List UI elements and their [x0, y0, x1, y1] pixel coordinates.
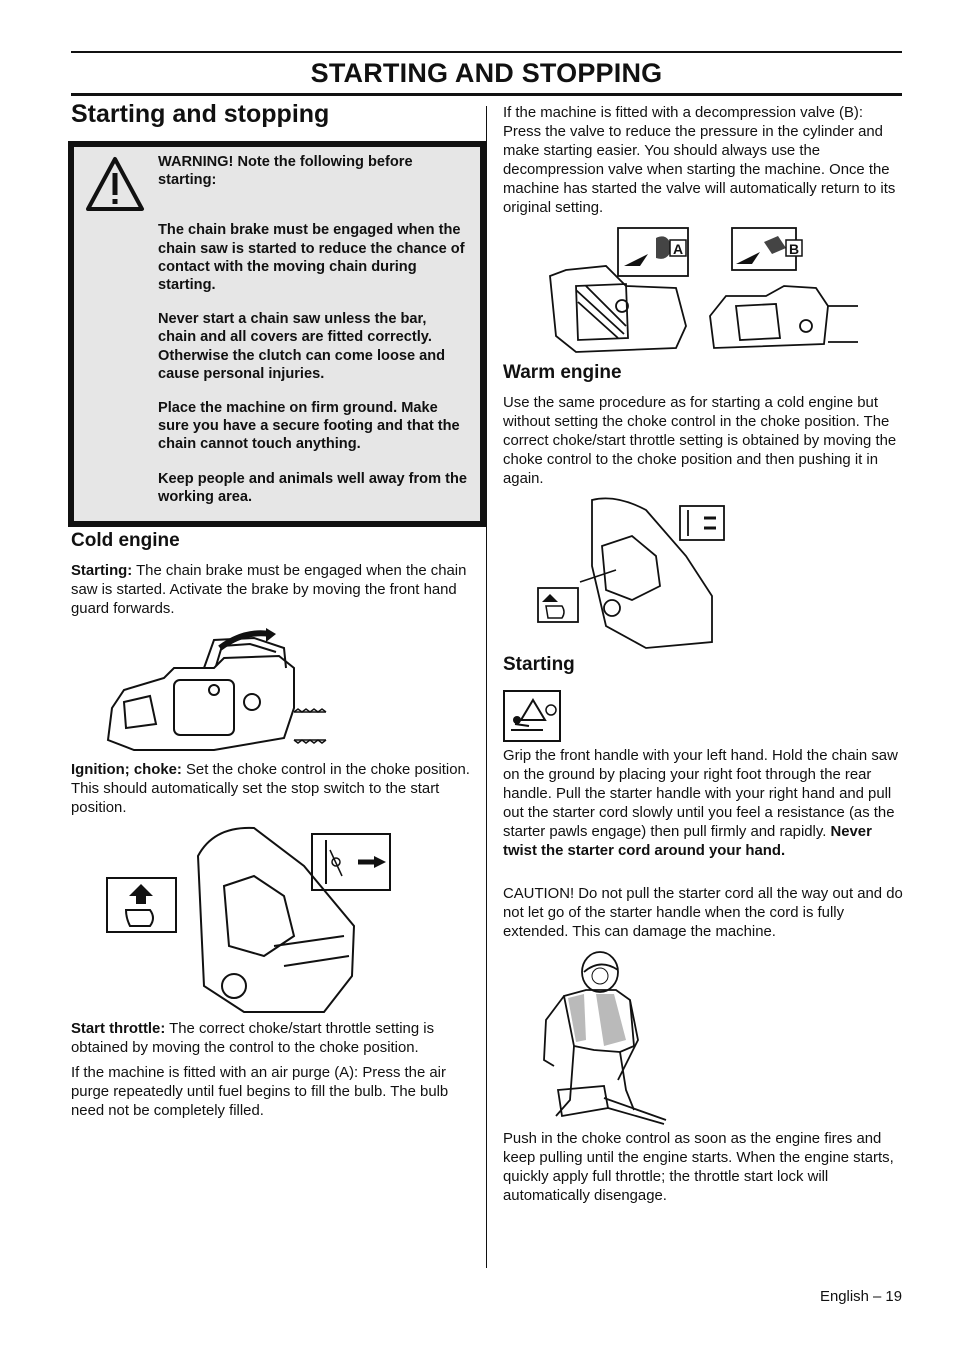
- top-rule: [71, 51, 902, 53]
- air-purge-paragraph: If the machine is fitted with an air purge (A): Press the air purge repeatedly until fuel begins to fill the bulb. The bulb need not be completely filled.: [71, 1065, 449, 1119]
- column-divider: [486, 106, 487, 1268]
- warm-engine-paragraph: Use the same procedure as for starting a cold engine but without setting the choke control in the choke position. The correct choke/start throttle setting is obtained by moving the choke control to the choke position and then pushing it in again.: [503, 395, 897, 487]
- chain-brake-illustration: [104, 628, 328, 756]
- page-title: STARTING AND STOPPING: [310, 58, 663, 88]
- warm-engine-choke-illustration: [536, 496, 732, 650]
- starting-warning-bold: Never twist the starter cord around your hand.: [503, 824, 872, 859]
- starting-text: The chain brake must be engaged when the chain saw is started. Activate the brake by moving the front hand guard forwards.: [71, 563, 467, 617]
- starting-label: Starting:: [71, 563, 133, 579]
- warning-triangle-icon: [84, 155, 146, 213]
- warm-engine-heading: Warm engine: [503, 362, 622, 383]
- page-footer: English – 19: [820, 1289, 902, 1305]
- caution-paragraph: CAUTION! Do not pull the starter cord all the way out and do not let go of the starter handle when the cord is fully extended. This can damage the machine.: [503, 886, 903, 940]
- warning-heading: WARNING! Note the following before starting:: [158, 154, 413, 189]
- starting-instructions: Grip the front handle with your left hand. Hold the chain saw on the ground by placing your right foot through the rear handle. Pull the starter handle with your right hand and pull out the starter cord slowly until you feel a resistance (as the starter pawls engage) then pull firmly and rapidly.: [503, 748, 898, 840]
- title-underline: [71, 93, 902, 96]
- starting-heading: Starting: [503, 654, 575, 675]
- warning-item: Never start a chain saw unless the bar, chain and all covers are fitted correctly. Otherwise the clutch can come loose and cause personal injuries.: [158, 311, 446, 382]
- warning-item: Keep people and animals well away from the working area.: [158, 470, 467, 505]
- start-throttle-paragraph: [71, 1020, 471, 1058]
- cold-starting-paragraph: [71, 562, 471, 619]
- choke-control-illustration: [104, 826, 394, 1016]
- air-purge-decompression-illustration: [536, 226, 860, 356]
- starting-paragraph: [503, 747, 903, 861]
- starting-pictogram-icon: [503, 690, 561, 742]
- cold-engine-heading: Cold engine: [71, 530, 180, 551]
- ignition-text: Set the choke control in the choke position. This should automatically set the stop switch to the start position.: [71, 762, 470, 816]
- final-paragraph: Push in the choke control as soon as the engine fires and keep pulling until the engine starts. When the engine starts, quickly apply full throttle; the throttle start lock will automatically disengage.: [503, 1131, 894, 1204]
- start-throttle-label: Start throttle:: [71, 1021, 166, 1037]
- decompression-paragraph: If the machine is fitted with a decompression valve (B): Press the valve to reduce the pressure in the cylinder and make starting easier. You should always use the decompression valve when starting the machine. Once the machine has started the valve will automatically return to its original setting.: [503, 105, 896, 216]
- figure-label-a: A: [673, 241, 684, 257]
- warning-item: The chain brake must be engaged when the chain saw is started to reduce the chance of contact with the moving chain during starting.: [158, 222, 465, 294]
- warning-item: Place the machine on firm ground. Make sure you have a secure footing and that the chain cannot touch anything.: [158, 400, 460, 453]
- ignition-paragraph: [71, 761, 471, 818]
- section-title: Starting and stopping: [71, 100, 330, 128]
- start-throttle-text: The correct choke/start throttle setting is obtained by moving the control to the choke position.: [71, 1021, 435, 1056]
- ignition-label: Ignition; choke:: [71, 762, 182, 778]
- person-starting-saw-illustration: [534, 950, 668, 1126]
- warning-box: [68, 141, 486, 527]
- figure-label-b: B: [789, 241, 800, 257]
